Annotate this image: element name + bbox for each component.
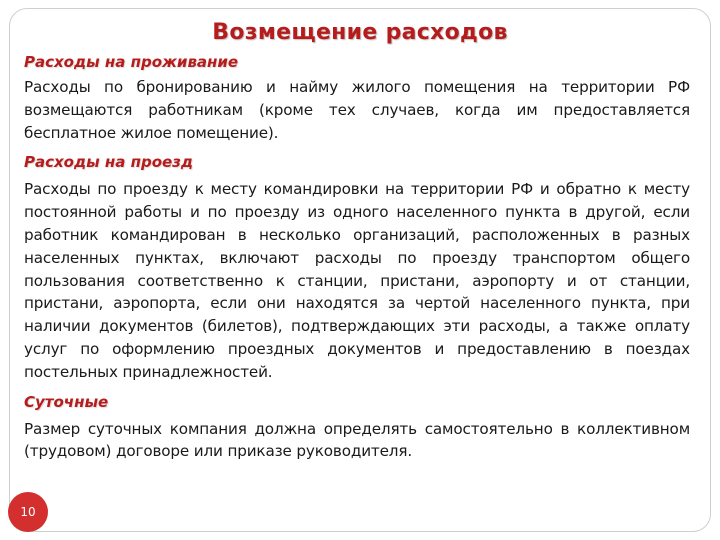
section-heading-accommodation: Расходы на проживание (24, 53, 239, 71)
section-text-accommodation: Расходы по бронированию и найму жилого помещения на территории РФ возмещаются работникам (кроме тех случаев, когда им предоставляется бесплатное жилое помещение). (24, 78, 690, 142)
section-heading-per-diem: Суточные (24, 392, 109, 411)
section-heading-travel: Расходы на проезд (24, 153, 194, 172)
section-text-travel: Расходы по проезду к месту командировки на территории РФ и обратно к месту постоянной работы и по проезду из одного населенного пункта в другой, если работник командирован в несколько организаций, расположенных в разных населенных пунктах, включают расходы по проезду транспортом общего пользования соответственно к станции, пристани, аэропорту и от станции, пристани, аэропорта, если они находятся за чертой населенного пункта, при наличии документов (билетов), подтверждающих эти расходы, а также оплату услуг по оформлению проездных документов и предоставлению в поездах постельных принадлежностей. (24, 180, 690, 381)
slide-title: Возмещение расходов (212, 20, 508, 45)
slide-content (24, 52, 690, 463)
section-text-per-diem: Размер суточных компания должна определять самостоятельно в коллективном (трудовом) договоре или приказе руководителя. (24, 419, 690, 461)
page-number-badge: 10 (8, 492, 48, 532)
